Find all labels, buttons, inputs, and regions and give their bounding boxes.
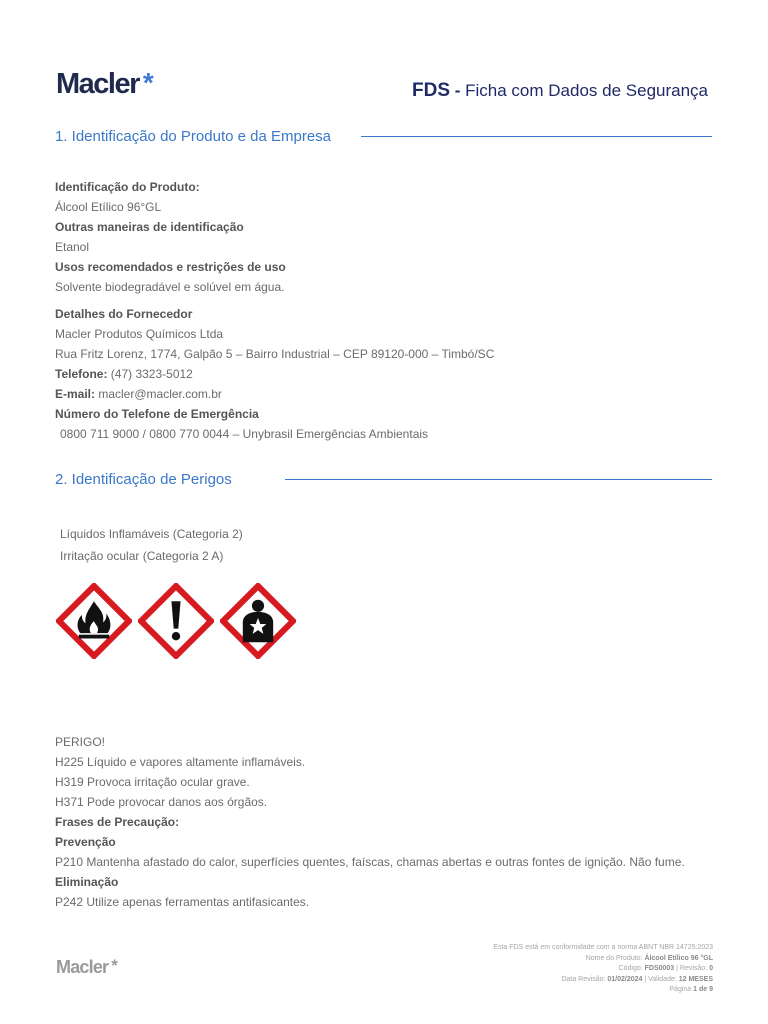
- footer-logo: [56, 957, 118, 978]
- email-line: [55, 384, 715, 404]
- supplier-address: Rua Fritz Lorenz, 1774, Galpão 5 – Bairro Industrial – CEP 89120-000 – Timbó/SC: [55, 347, 495, 361]
- hazard-statement: H371 Pode provocar danos aos órgãos.: [55, 795, 268, 809]
- phone-value: (47) 3323-5012: [107, 367, 193, 381]
- section-1-title: 1. Identificação do Produto e da Empresa: [55, 128, 332, 145]
- phone-label: Telefone:: [55, 367, 108, 381]
- section-1-header: [55, 128, 712, 145]
- classification-item: Irritação ocular (Categoria 2 A): [60, 549, 224, 563]
- validity-value: 12 MESES: [678, 975, 713, 983]
- section-2-header: [55, 471, 712, 488]
- product-id-label: Identificação do Produto:: [55, 180, 200, 194]
- code-value: FDS0003: [644, 965, 675, 972]
- section-2-body: [55, 732, 715, 912]
- title-abbreviation: FDS: [412, 80, 451, 101]
- title-dash: -: [450, 81, 466, 100]
- supplier-name: Macler Produtos Químicos Ltda: [55, 327, 224, 341]
- footer-logo-wordmark: Macler: [56, 957, 109, 977]
- footer-date-line: [493, 975, 713, 986]
- emergency-label: Número do Telefone de Emergência: [55, 407, 259, 421]
- section-2-title: 2. Identificação de Perigos: [55, 471, 232, 488]
- classification-item: Líquidos Inflamáveis (Categoria 2): [60, 527, 243, 541]
- ghs-pictograms: [56, 583, 296, 659]
- supplier-label: Detalhes do Fornecedor: [55, 307, 193, 321]
- disposal-label: Eliminação: [55, 875, 119, 889]
- revision-date-label: Data Revisão:: [561, 975, 608, 983]
- hazard-classifications: [55, 523, 715, 567]
- health-hazard-icon: [220, 583, 296, 659]
- other-ids-value: Etanol: [55, 240, 90, 254]
- validity-label: | Validade:: [642, 975, 679, 983]
- precaution-label: Frases de Precaução:: [55, 815, 180, 829]
- compliance-note: Esta FDS está em conformidade com a norma ABNT NBR 14725:2023: [493, 944, 713, 951]
- hazard-statement: H225 Líquido e vapores altamente inflamáveis.: [55, 755, 306, 769]
- product-name-label: Nome do Produto:: [585, 954, 645, 962]
- revision-label: | Revisão:: [674, 965, 710, 972]
- email-value[interactable]: macler@macler.com.br: [95, 387, 222, 401]
- section-1-body: [55, 177, 715, 444]
- title-full: Ficha com Dados de Segurança: [465, 81, 708, 100]
- revision-value: 0: [709, 965, 713, 972]
- hazard-statement: H319 Provoca irritação ocular grave.: [55, 775, 250, 789]
- prevention-label: Prevenção: [55, 835, 116, 849]
- exclamation-mark-icon: [138, 583, 214, 659]
- email-label: E-mail:: [55, 387, 96, 401]
- emergency-value: 0800 711 9000 / 0800 770 0044 – Unybrasil Emergências Ambientais: [60, 427, 429, 441]
- prevention-text: P210 Mantenha afastado do calor, superfícies quentes, faíscas, chamas abertas e outras fontes de ignição. Não fume.: [55, 855, 685, 869]
- section-2-divider: [285, 479, 712, 480]
- revision-date-value: 01/02/2024: [607, 975, 643, 983]
- footer-page-line: [493, 985, 713, 996]
- section-1-divider: [361, 136, 712, 137]
- uses-label: Usos recomendados e restrições de uso: [55, 260, 286, 274]
- product-id-value: Álcool Etílico 96°GL: [55, 200, 162, 214]
- disposal-text: P242 Utilize apenas ferramentas antifasicantes.: [55, 895, 310, 909]
- logo-asterisk-icon: *: [142, 66, 154, 98]
- footer-info: [493, 943, 713, 996]
- page-number: 1 de 9: [693, 986, 713, 993]
- other-ids-label: Outras maneiras de identificação: [55, 220, 244, 234]
- footer-product-line: [493, 954, 713, 965]
- signal-word: PERIGO!: [55, 735, 106, 749]
- macler-logo: [56, 68, 154, 101]
- phone-line: [55, 364, 715, 384]
- uses-value: Solvente biodegradável e solúvel em água.: [55, 280, 285, 294]
- footer-asterisk-icon: *: [111, 956, 118, 975]
- flame-icon: [56, 583, 132, 659]
- page-label: Página: [669, 986, 694, 993]
- code-label: Código:: [618, 965, 645, 972]
- document-title: [412, 80, 708, 102]
- logo-wordmark: Macler: [56, 68, 139, 100]
- footer-code-line: [493, 964, 713, 975]
- product-name-value: Álcool Etílico 96 °GL: [644, 954, 713, 962]
